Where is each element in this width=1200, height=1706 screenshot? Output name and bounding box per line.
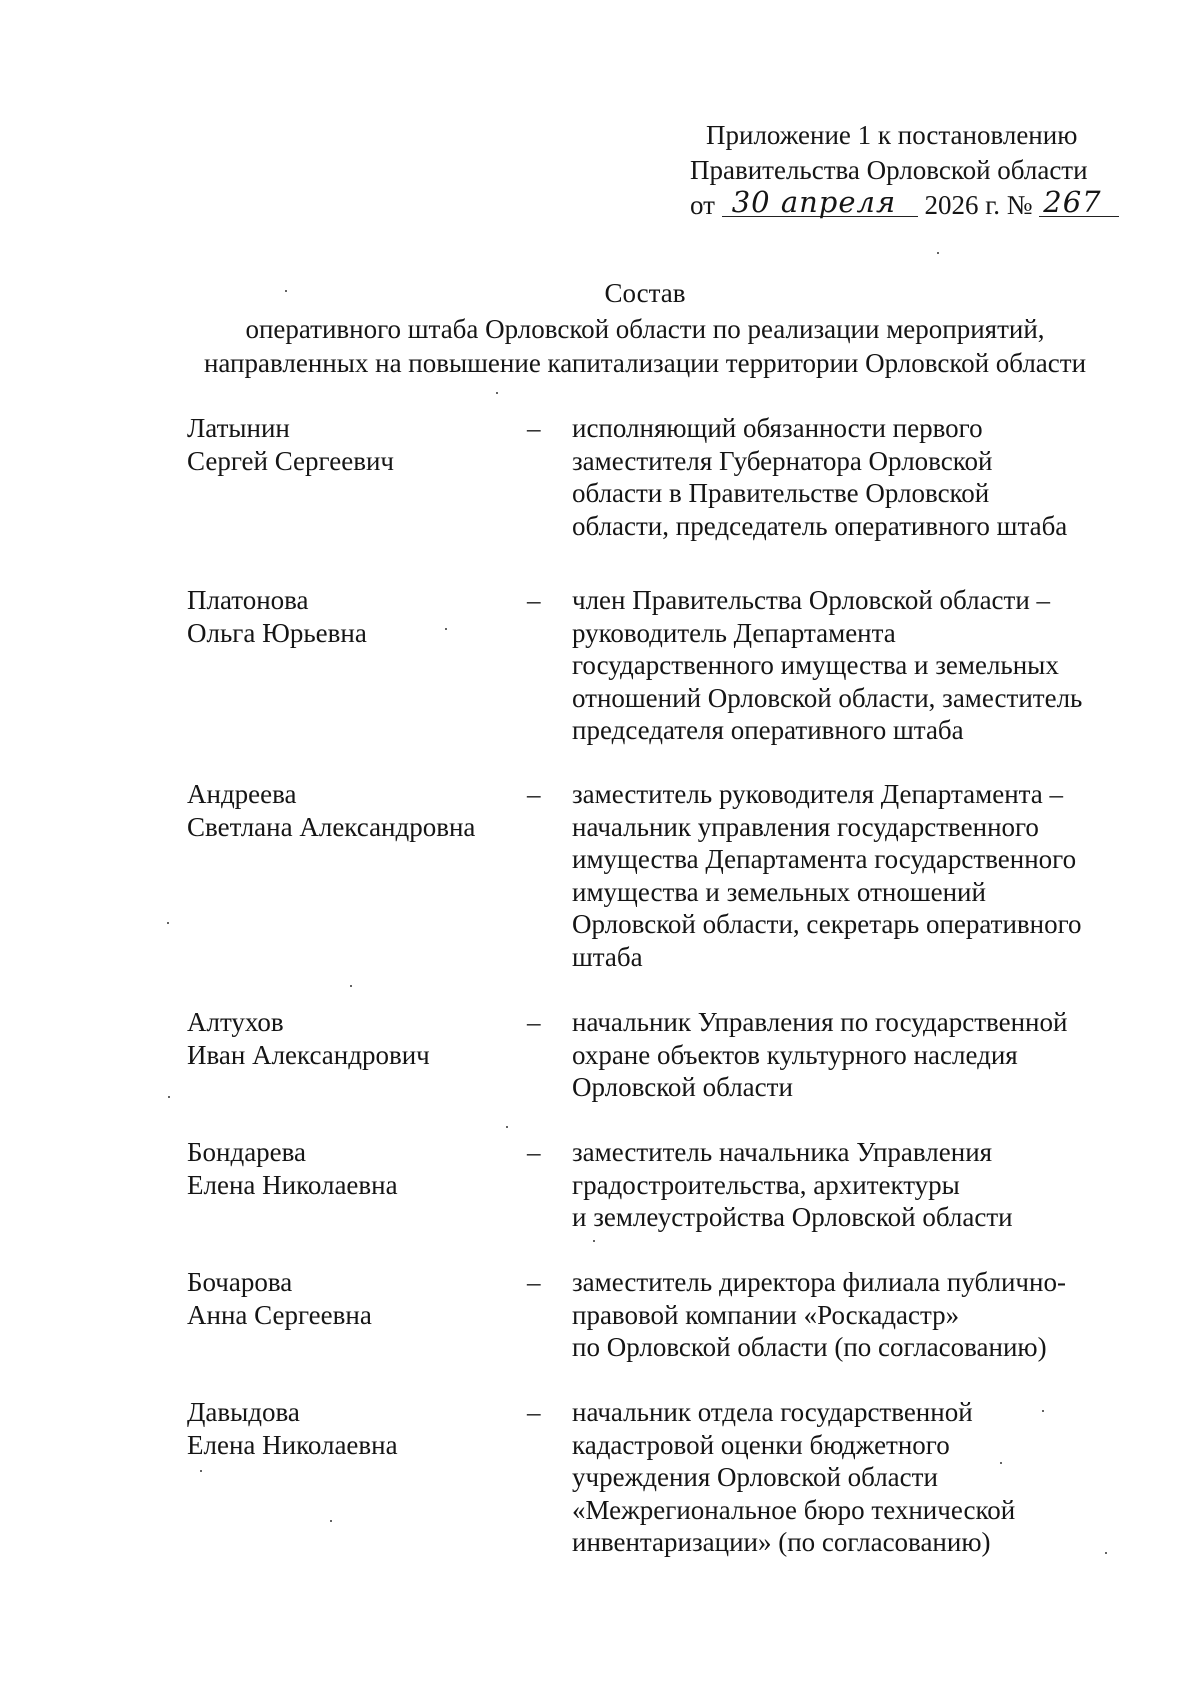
member-surname: Платонова <box>187 585 309 615</box>
member-given-names: Иван Александрович <box>187 1039 430 1070</box>
scan-speck <box>1000 1462 1002 1464</box>
member-role <box>572 1136 1112 1234</box>
scan-speck <box>285 290 287 292</box>
dash-separator: – <box>527 1397 541 1427</box>
scan-speck <box>593 1240 595 1242</box>
dash-separator: – <box>527 1137 541 1167</box>
role-line: Орловской области <box>572 1072 793 1102</box>
role-line: член Правительства Орловской области – <box>572 585 1051 615</box>
role-line: имущества и земельных отношений <box>572 876 986 907</box>
role-line: начальник управления государственного <box>572 811 1039 842</box>
member-name <box>187 778 507 843</box>
member-role <box>572 1006 1112 1104</box>
member-name <box>187 1006 507 1071</box>
member-role <box>572 584 1112 747</box>
role-line: начальник Управления по государственной <box>572 1007 1068 1037</box>
role-line: отношений Орловской области, заместитель <box>572 682 1083 713</box>
role-line: и землеустройства Орловской области <box>572 1202 1013 1232</box>
member-name <box>187 1266 507 1331</box>
role-line: «Межрегиональное бюро технической <box>572 1494 1016 1525</box>
member-given-names: Ольга Юрьевна <box>187 617 367 648</box>
handwritten-number: 267 <box>1039 188 1119 217</box>
scan-speck <box>1105 1552 1107 1554</box>
role-line: государственного имущества и земельных <box>572 650 1059 680</box>
member-given-names: Светлана Александровна <box>187 811 476 842</box>
scan-speck <box>200 1470 202 1472</box>
role-line: Орловской области, секретарь оперативного <box>572 909 1082 939</box>
dash-separator: – <box>527 779 541 809</box>
dash-separator: – <box>527 585 541 615</box>
member-name <box>187 1396 507 1461</box>
scan-speck <box>937 252 939 254</box>
member-role <box>572 412 1112 542</box>
member-given-names: Сергей Сергеевич <box>187 445 395 476</box>
scan-speck <box>445 628 447 630</box>
role-line: председателя оперативного штаба <box>572 715 964 745</box>
document-title <box>120 276 1170 380</box>
role-line: охране объектов культурного наследия <box>572 1039 1018 1070</box>
scan-speck <box>1042 1410 1044 1412</box>
member-name <box>187 412 507 477</box>
attachment-date-line <box>690 185 1150 223</box>
role-line: заместитель начальника Управления <box>572 1137 993 1167</box>
member-surname: Давыдова <box>187 1397 300 1427</box>
member-surname: Андреева <box>187 779 297 809</box>
member-surname: Латынин <box>187 413 290 443</box>
scan-speck <box>506 1126 508 1128</box>
member-role <box>572 1396 1112 1559</box>
title-line-1: оперативного штаба Орловской области по реализации мероприятий, <box>245 314 1045 344</box>
title-line-2: направленных на повышение капитализации территории Орловской области <box>203 348 1087 378</box>
member-surname: Бочарова <box>187 1267 293 1297</box>
role-line: инвентаризации» (по согласованию) <box>572 1527 991 1557</box>
member-name <box>187 1136 507 1201</box>
scan-speck <box>496 392 498 394</box>
scan-speck <box>167 922 169 924</box>
member-given-names: Елена Николаевна <box>187 1169 398 1200</box>
role-line: начальник отдела государственной <box>572 1397 973 1427</box>
role-line: учреждения Орловской области <box>572 1462 938 1492</box>
role-line: кадастровой оценки бюджетного <box>572 1429 950 1460</box>
role-line: штаба <box>572 941 643 972</box>
scan-speck <box>330 1520 332 1522</box>
role-line: области в Правительстве Орловской <box>572 478 990 508</box>
handwritten-date: 30 апреля <box>722 188 918 217</box>
role-line: градостроительства, архитектуры <box>572 1169 960 1200</box>
year-and-number-label: 2026 г. № <box>924 190 1033 220</box>
role-line: заместитель руководителя Департамента – <box>572 779 1064 809</box>
member-role <box>572 1266 1112 1364</box>
member-surname: Алтухов <box>187 1007 284 1037</box>
role-line: по Орловской области (по согласованию) <box>572 1332 1047 1362</box>
role-line: правовой компании «Роскадастр» <box>572 1299 960 1330</box>
attachment-header <box>690 118 1150 223</box>
role-line: руководитель Департамента <box>572 617 896 648</box>
member-surname: Бондарева <box>187 1137 307 1167</box>
date-prefix: от <box>690 190 715 220</box>
member-role <box>572 778 1112 973</box>
attachment-line-1: Приложение 1 к постановлению <box>706 120 1078 150</box>
title-heading: Состав <box>604 278 686 308</box>
role-line: имущества Департамента государственного <box>572 844 1077 874</box>
member-given-names: Анна Сергеевна <box>187 1299 372 1330</box>
role-line: исполняющий обязанности первого <box>572 413 983 443</box>
member-given-names: Елена Николаевна <box>187 1429 398 1460</box>
scan-speck <box>350 985 352 987</box>
attachment-line-2: Правительства Орловской области <box>690 155 1088 185</box>
dash-separator: – <box>527 1267 541 1297</box>
dash-separator: – <box>527 413 541 443</box>
dash-separator: – <box>527 1007 541 1037</box>
scan-speck <box>168 1096 170 1098</box>
role-line: области, председатель оперативного штаба <box>572 510 1068 541</box>
member-name <box>187 584 507 649</box>
role-line: заместитель директора филиала публично- <box>572 1267 1066 1297</box>
role-line: заместителя Губернатора Орловской <box>572 445 993 476</box>
